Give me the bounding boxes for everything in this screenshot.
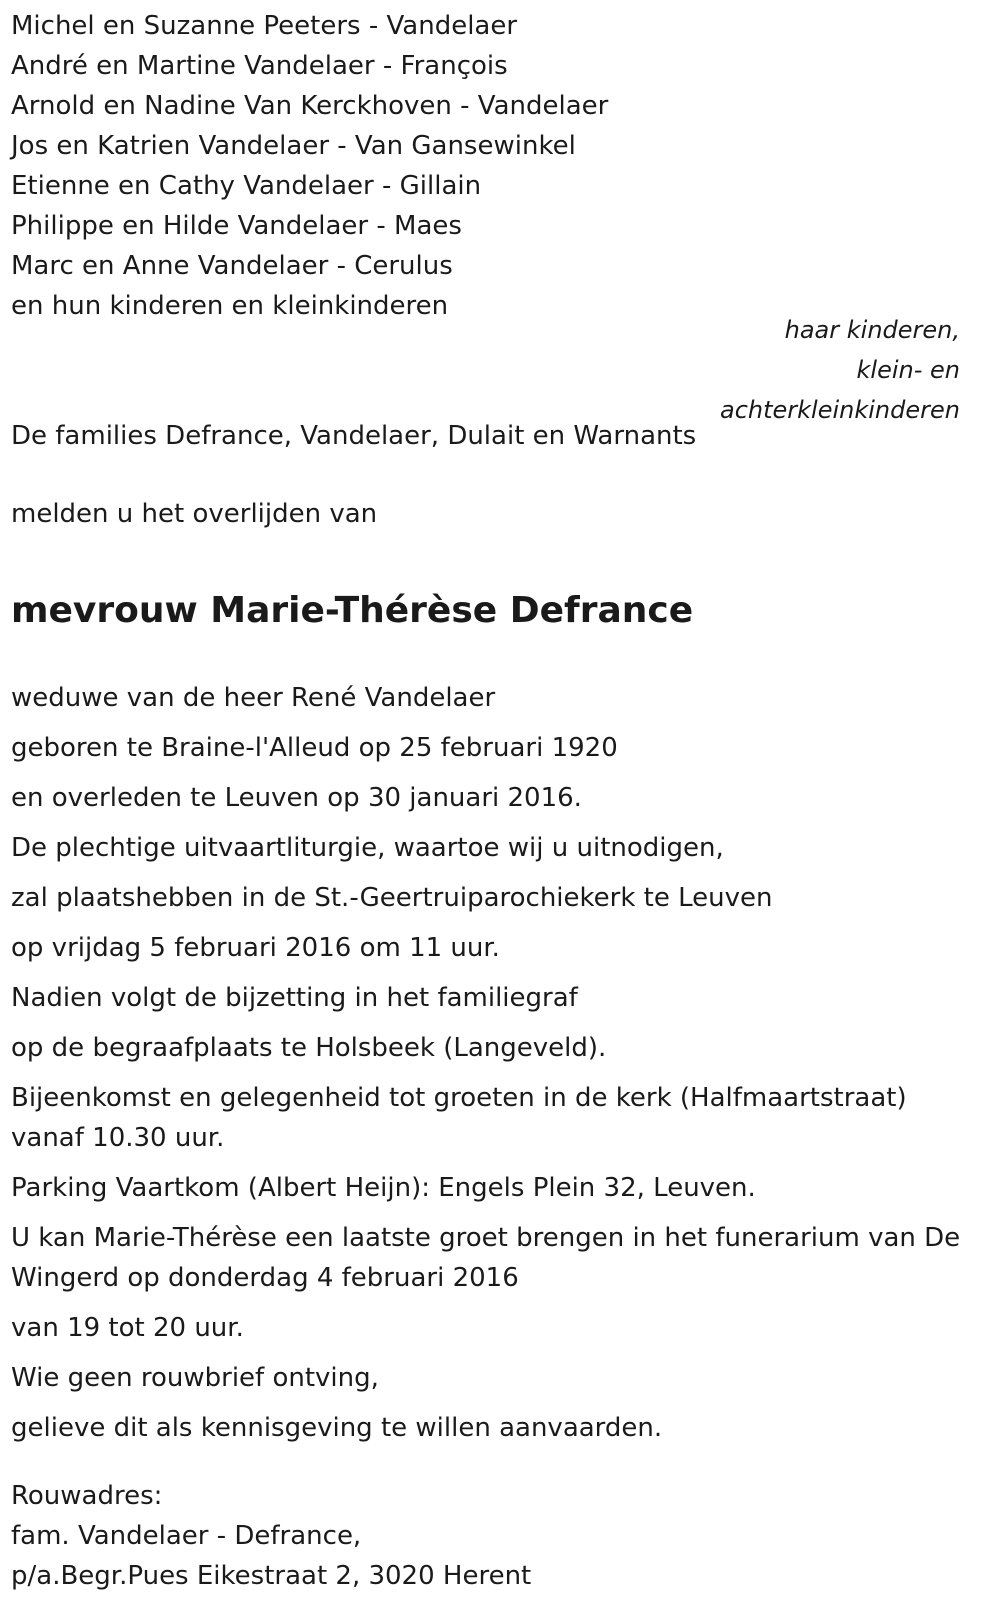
family-line: André en Martine Vandelaer - François (11, 51, 508, 81)
relation-line: achterkleinkinderen (720, 396, 960, 424)
body-line: U kan Marie-Thérèse een laatste groet brengen in het funerarium van De Wingerd op donderdag 4 februari 2016 (11, 1223, 961, 1293)
family-line: Etienne en Cathy Vandelaer - Gillain (11, 171, 482, 201)
family-line: Marc en Anne Vandelaer - Cerulus (11, 251, 453, 281)
body-line: gelieve dit als kennisgeving te willen aanvaarden. (11, 1413, 663, 1443)
body-line: Parking Vaartkom (Albert Heijn): Engels Plein 32, Leuven. (11, 1173, 756, 1203)
family-line: Jos en Katrien Vandelaer - Van Gansewinkel (11, 131, 576, 161)
family-line: Michel en Suzanne Peeters - Vandelaer (11, 11, 518, 41)
body-line: geboren te Braine-l'Alleud op 25 februari 1920 (11, 733, 618, 763)
relation-line: haar kinderen, (784, 316, 960, 344)
address-line: p/a.Begr.Pues Eikestraat 2, 3020 Herent (11, 1561, 532, 1591)
body-line: weduwe van de heer René Vandelaer (11, 683, 496, 713)
relation-line: klein- en (856, 356, 960, 384)
mourning-address (11, 1476, 531, 1596)
other-families: De families Defrance, Vandelaer, Dulait en Warnants (11, 421, 697, 451)
address-line: fam. Vandelaer - Defrance, (11, 1521, 362, 1551)
notice-body (11, 678, 986, 1458)
family-line: en hun kinderen en kleinkinderen (11, 291, 449, 321)
body-line: op vrijdag 5 februari 2016 om 11 uur. (11, 933, 500, 963)
announcement: melden u het overlijden van (11, 499, 378, 529)
body-line: op de begraafplaats te Holsbeek (Langeveld). (11, 1033, 607, 1063)
body-line: zal plaatshebben in de St.-Geertruiparochiekerk te Leuven (11, 883, 773, 913)
body-line: Bijeenkomst en gelegenheid tot groeten in de kerk (Halfmaartstraat) vanaf 10.30 uur. (11, 1083, 907, 1153)
family-line: Philippe en Hilde Vandelaer - Maes (11, 211, 462, 241)
deceased-name: mevrouw Marie-Thérèse Defrance (11, 590, 694, 631)
relation-note (720, 310, 960, 430)
body-line: Nadien volgt de bijzetting in het familiegraf (11, 983, 578, 1013)
body-line: De plechtige uitvaartliturgie, waartoe wij u uitnodigen, (11, 833, 724, 863)
body-line: en overleden te Leuven op 30 januari 2016. (11, 783, 582, 813)
body-line: van 19 tot 20 uur. (11, 1313, 244, 1343)
body-line: Wie geen rouwbrief ontving, (11, 1363, 379, 1393)
family-list (11, 6, 608, 326)
address-line: Rouwadres: (11, 1481, 163, 1511)
family-line: Arnold en Nadine Van Kerckhoven - Vandelaer (11, 91, 609, 121)
